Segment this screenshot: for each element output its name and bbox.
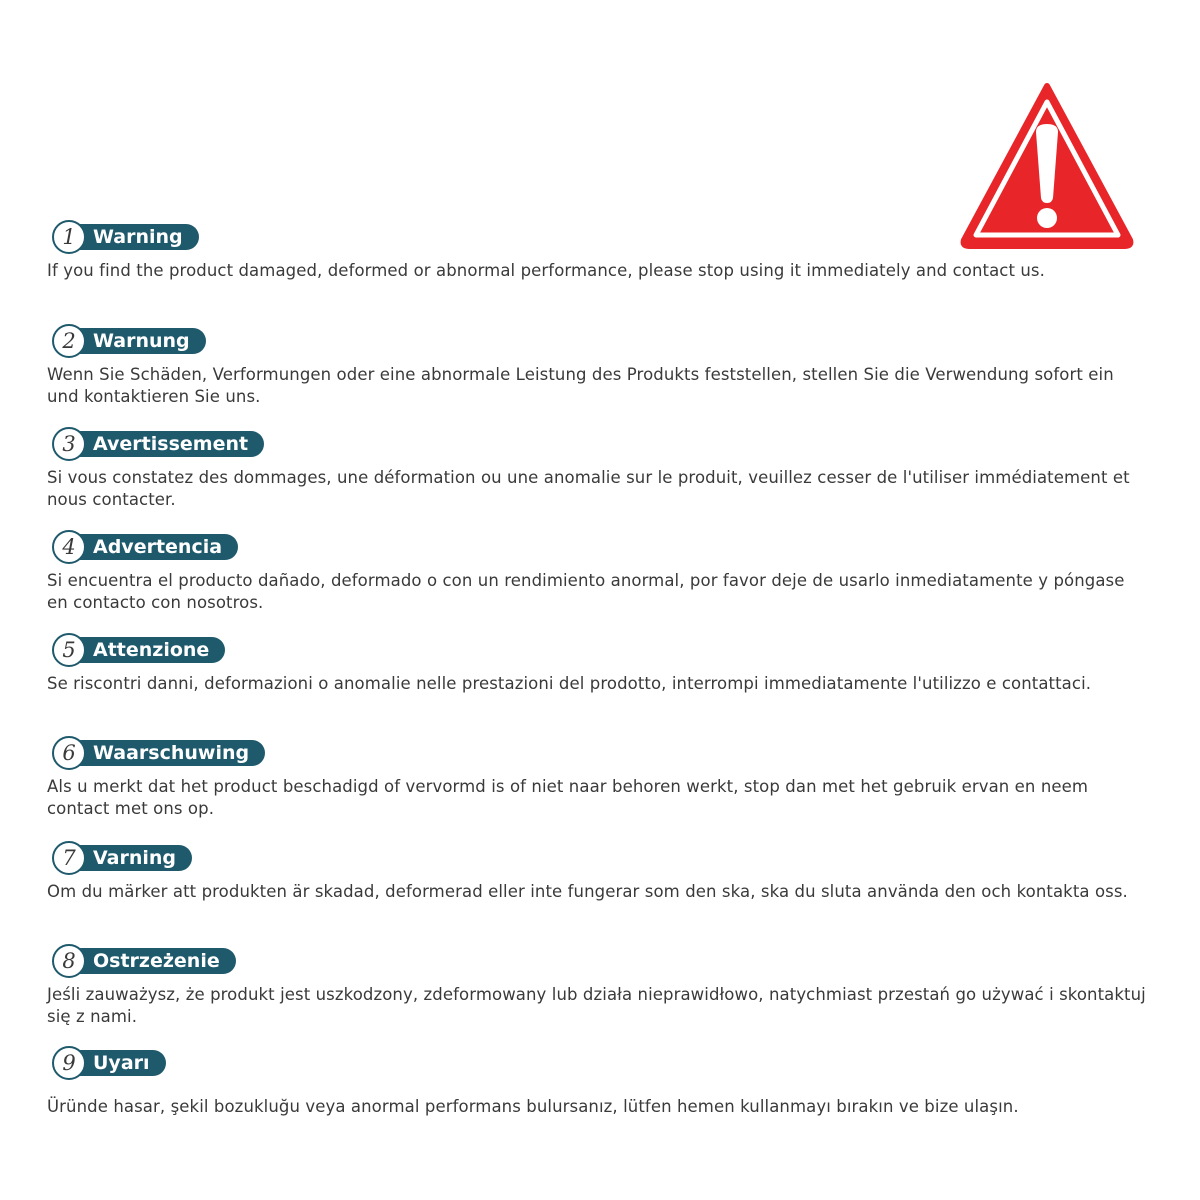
section-heading <box>47 427 1147 463</box>
section-heading <box>47 324 1147 360</box>
section-text: Si vous constatez des dommages, une déformation ou une anomalie sur le produit, veuillez cesser de l'utiliser immédiatement et nous contacter. <box>47 468 1130 509</box>
section-warning-dutch <box>47 736 1147 820</box>
section-text: Üründe hasar, şekil bozukluğu veya anormal performans bulursanız, lütfen hemen kullanmayı bırakın ve bize ulaşın. <box>47 1097 1019 1116</box>
section-warning-spanish <box>47 530 1147 614</box>
section-number: 5 <box>52 633 86 667</box>
section-number: 8 <box>52 944 86 978</box>
section-text: Si encuentra el producto dañado, deformado o con un rendimiento anormal, por favor deje de usarlo inmediatamente y póngase en contacto con nosotros. <box>47 571 1125 612</box>
section-number: 3 <box>52 427 86 461</box>
section-heading <box>47 1046 1147 1082</box>
section-warning-polish <box>47 944 1147 1028</box>
section-text: Om du märker att produkten är skadad, deformerad eller inte fungerar som den ska, ska du sluta använda den och kontakta oss. <box>47 882 1128 901</box>
section-title: Warning <box>67 224 199 250</box>
section-heading <box>47 841 1147 877</box>
section-number: 4 <box>52 530 86 564</box>
section-warning-italian <box>47 633 1147 695</box>
section-warning-french <box>47 427 1147 511</box>
section-heading <box>47 736 1147 772</box>
section-number: 6 <box>52 736 86 770</box>
section-title: Attenzione <box>67 637 225 663</box>
section-text: Als u merkt dat het product beschadigd of vervormd is of niet naar behoren werkt, stop dan met het gebruik ervan en neem contact met ons op. <box>47 777 1089 818</box>
section-number: 7 <box>52 841 86 875</box>
section-text: Jeśli zauważysz, że produkt jest uszkodzony, zdeformowany lub działa nieprawidłowo, natychmiast przestań go używać i skontaktuj się z nami. <box>47 985 1146 1026</box>
section-title: Uyarı <box>67 1050 166 1076</box>
section-warning-english <box>47 220 1147 282</box>
section-text: Wenn Sie Schäden, Verformungen oder eine abnormale Leistung des Produkts feststellen, stellen Sie die Verwendung sofort ein und kontaktieren Sie uns. <box>47 365 1114 406</box>
section-text: If you find the product damaged, deformed or abnormal performance, please stop using it immediately and contact us. <box>47 261 1045 280</box>
section-heading <box>47 220 1147 256</box>
section-title: Varning <box>67 845 192 871</box>
section-number: 2 <box>52 324 86 358</box>
section-title: Avertissement <box>67 431 264 457</box>
section-title: Ostrzeżenie <box>67 948 236 974</box>
section-warning-turkish <box>47 1046 1147 1118</box>
section-heading <box>47 944 1147 980</box>
section-number: 1 <box>52 220 86 254</box>
section-warning-swedish <box>47 841 1147 903</box>
section-warning-german <box>47 324 1147 408</box>
section-number: 9 <box>52 1046 86 1080</box>
section-text: Se riscontri danni, deformazioni o anomalie nelle prestazioni del prodotto, interrompi immediatamente l'utilizzo e contattaci. <box>47 674 1092 693</box>
section-heading <box>47 633 1147 669</box>
section-title: Warnung <box>67 328 206 354</box>
section-title: Waarschuwing <box>67 740 265 766</box>
section-heading <box>47 530 1147 566</box>
section-title: Advertencia <box>67 534 238 560</box>
